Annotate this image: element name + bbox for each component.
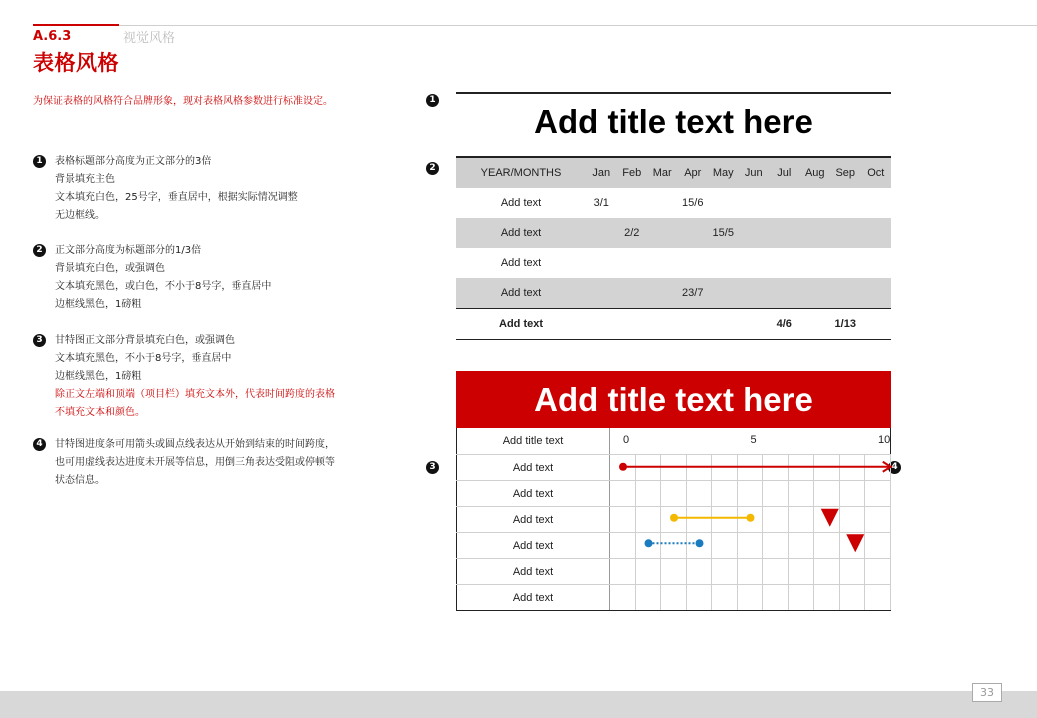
table-cell xyxy=(586,248,617,278)
note-badge: 2 xyxy=(33,244,46,257)
header-cell-month: Mar xyxy=(647,157,678,188)
gantt-cell xyxy=(839,507,865,533)
gantt-cell xyxy=(763,455,789,481)
gantt-cell xyxy=(686,585,712,611)
gantt-cell xyxy=(788,533,814,559)
note-line: 边框线黑色，1磅粗 xyxy=(55,299,142,310)
table-cell xyxy=(739,218,770,248)
note-line: 文本填充黑色，或白色，不小于8号字，垂直居中 xyxy=(55,281,272,292)
table1-top-rule xyxy=(456,92,891,94)
table-cell xyxy=(739,278,770,309)
gantt-cell xyxy=(712,455,738,481)
table-cell xyxy=(647,188,678,218)
table-cell xyxy=(830,218,861,248)
table-cell xyxy=(800,248,831,278)
gantt-cell xyxy=(737,481,763,507)
gantt-cell xyxy=(865,533,891,559)
table-cell: 15/5 xyxy=(708,218,739,248)
table-cell xyxy=(769,278,800,309)
intro-text: 为保证表格的风格符合品牌形象，现对表格风格参数进行标准设定。 xyxy=(33,96,333,107)
header-cell-label: YEAR/MONTHS xyxy=(456,157,586,188)
table-cell xyxy=(769,188,800,218)
header-cell-month: Jan xyxy=(586,157,617,188)
note-2 xyxy=(33,242,373,314)
table-cell xyxy=(800,309,831,340)
gantt-cell xyxy=(814,481,840,507)
gantt-row xyxy=(457,585,891,611)
header-cell-month: Feb xyxy=(617,157,648,188)
table-cell xyxy=(647,248,678,278)
note-line: 文本填充白色，25号字，垂直居中，根据实际情况调整 xyxy=(55,192,298,203)
callout-badge-4: 4 xyxy=(888,461,901,474)
table-cell: 3/1 xyxy=(593,197,609,209)
gantt-cell xyxy=(635,585,661,611)
gantt-cell xyxy=(635,533,661,559)
gantt-cell xyxy=(712,481,738,507)
gantt-row-label: Add text xyxy=(457,585,610,611)
note-badge: 3 xyxy=(33,334,46,347)
gantt-row-label: Add text xyxy=(457,455,610,481)
table-cell xyxy=(708,309,739,340)
gantt-cell xyxy=(737,507,763,533)
gantt-cell xyxy=(865,455,891,481)
table-cell xyxy=(861,309,892,340)
gantt-scale xyxy=(610,428,891,455)
gantt-cell xyxy=(763,507,789,533)
gantt-cell xyxy=(865,559,891,585)
gantt-cell xyxy=(610,585,636,611)
gantt-cell xyxy=(712,533,738,559)
gantt-cell xyxy=(661,533,687,559)
gantt-cell xyxy=(737,559,763,585)
gantt-cell xyxy=(763,559,789,585)
header-cell-month: Aug xyxy=(800,157,831,188)
scale-tick-label: 0 xyxy=(623,434,630,446)
note-line: 正文部分高度为标题部分的1/3倍 xyxy=(55,245,202,256)
top-accent-rule xyxy=(33,24,119,26)
gantt-cell xyxy=(686,455,712,481)
gantt-cell xyxy=(661,455,687,481)
note-line: 背景填充白色，或强调色 xyxy=(55,263,165,274)
gantt-row-label: Add text xyxy=(457,507,610,533)
gantt-cell xyxy=(814,559,840,585)
gantt-row-label: Add text xyxy=(457,481,610,507)
gantt-cell xyxy=(788,481,814,507)
gantt-cell xyxy=(839,481,865,507)
gantt-cell xyxy=(712,507,738,533)
table-cell xyxy=(647,218,678,248)
note-line-highlight: 除正文左端和顶端（项目栏）填充文本外，代表时间跨度的表格 xyxy=(55,389,335,400)
gantt-cell xyxy=(814,533,840,559)
table-cell: 1/13 xyxy=(830,309,861,340)
gantt-cell xyxy=(610,481,636,507)
table-cell xyxy=(830,278,861,309)
row-label: Add text xyxy=(500,197,542,209)
gantt-cell xyxy=(635,455,661,481)
callout-badge-1: 1 xyxy=(426,94,439,107)
table-row xyxy=(456,218,891,248)
gantt-cell xyxy=(814,455,840,481)
header-cell-month: Jun xyxy=(739,157,770,188)
note-badge: 1 xyxy=(33,155,46,168)
table-cell: 15/6 xyxy=(682,197,704,209)
row-label: Add text xyxy=(456,218,586,248)
gantt-cell xyxy=(661,559,687,585)
note-4 xyxy=(33,436,373,490)
schedule-table xyxy=(456,156,891,340)
table-cell xyxy=(708,278,739,309)
gantt-cell xyxy=(865,481,891,507)
header-cell-month: Sep xyxy=(830,157,861,188)
table-cell: 4/6 xyxy=(769,309,800,340)
table-cell xyxy=(800,188,831,218)
row-label: Add text xyxy=(456,278,586,309)
gantt-cell xyxy=(610,559,636,585)
table-cell xyxy=(708,248,739,278)
header-cell-month: Apr xyxy=(678,157,709,188)
table-cell xyxy=(861,188,892,218)
table-cell: 23/7 xyxy=(678,278,709,309)
gantt-table xyxy=(456,428,891,611)
gantt-cell xyxy=(788,559,814,585)
footer-bar xyxy=(0,691,1037,718)
gantt-cell xyxy=(763,585,789,611)
table-cell xyxy=(678,248,709,278)
note-badge: 4 xyxy=(33,438,46,451)
gantt-cell xyxy=(839,559,865,585)
gantt-cell xyxy=(635,507,661,533)
gantt-cell xyxy=(788,455,814,481)
table-cell xyxy=(739,248,770,278)
gantt-cell xyxy=(839,533,865,559)
section-subtitle: 视觉风格 xyxy=(123,31,176,46)
table-cell xyxy=(739,309,770,340)
gantt-cell xyxy=(661,507,687,533)
gantt-header-row xyxy=(457,428,891,455)
gantt-header-label: Add title text xyxy=(457,428,610,455)
note-line: 甘特图正文部分背景填充白色，或强调色 xyxy=(55,335,235,346)
page-number: 33 xyxy=(972,683,1002,702)
top-rule xyxy=(33,25,1037,26)
section-number: A.6.3 xyxy=(33,29,72,44)
table-cell xyxy=(617,309,648,340)
header-cell-month: Jul xyxy=(769,157,800,188)
callout-badge-2: 2 xyxy=(426,162,439,175)
gantt-cell xyxy=(737,455,763,481)
gantt-cell xyxy=(737,585,763,611)
note-line: 状态信息。 xyxy=(55,475,105,486)
table-cell xyxy=(617,278,648,309)
gantt-cell xyxy=(610,533,636,559)
table-cell xyxy=(678,218,709,248)
gantt-row xyxy=(457,533,891,559)
table1-title: Add title text here xyxy=(534,103,813,140)
table-cell xyxy=(586,309,617,340)
gantt-cell xyxy=(686,533,712,559)
gantt-cell xyxy=(737,533,763,559)
note-line: 边框线黑色，1磅粗 xyxy=(55,371,142,382)
note-1 xyxy=(33,153,373,225)
gantt-row xyxy=(457,559,891,585)
gantt-cell xyxy=(686,507,712,533)
gantt-cell xyxy=(839,455,865,481)
note-line: 文本填充黑色，不小于8号字，垂直居中 xyxy=(55,353,232,364)
gantt-row xyxy=(457,481,891,507)
table-cell xyxy=(800,278,831,309)
table-cell xyxy=(830,188,861,218)
gantt-row xyxy=(457,455,891,481)
table-cell xyxy=(586,278,617,309)
table-cell xyxy=(739,188,770,218)
gantt-cell xyxy=(712,559,738,585)
gantt-cell xyxy=(661,585,687,611)
table-cell xyxy=(647,278,678,309)
note-line: 无边框线。 xyxy=(55,210,105,221)
table-row xyxy=(456,248,891,278)
gantt-cell xyxy=(712,585,738,611)
gantt-cell xyxy=(686,559,712,585)
table-cell: 2/2 xyxy=(617,218,648,248)
table-cell xyxy=(861,248,892,278)
table-cell xyxy=(800,218,831,248)
table-header-row xyxy=(456,157,891,188)
gantt-cell xyxy=(763,533,789,559)
gantt-row-label: Add text xyxy=(457,559,610,585)
gantt-cell xyxy=(610,455,636,481)
table-row xyxy=(456,188,891,218)
gantt-cell xyxy=(865,585,891,611)
table-cell xyxy=(617,248,648,278)
gantt-cell xyxy=(865,507,891,533)
table-cell xyxy=(647,309,678,340)
scale-tick-label: 10 xyxy=(878,434,891,446)
header-cell-month: Oct xyxy=(861,157,892,188)
note-line-highlight: 不填充文本和颜色。 xyxy=(55,407,145,418)
table-row xyxy=(456,309,891,340)
gantt-cell xyxy=(686,481,712,507)
gantt-cell xyxy=(763,481,789,507)
gantt-title: Add title text here xyxy=(456,371,891,428)
gantt-cell xyxy=(788,585,814,611)
callout-badge-3: 3 xyxy=(426,461,439,474)
gantt-row xyxy=(457,507,891,533)
gantt-cell xyxy=(814,507,840,533)
table-row xyxy=(456,278,891,309)
table-cell xyxy=(769,218,800,248)
note-line: 也可用虚线表达进度未开展等信息，用倒三角表达受阻或停顿等 xyxy=(55,457,335,468)
row-label: Add text xyxy=(456,309,586,340)
table-cell xyxy=(861,278,892,309)
table-cell xyxy=(708,188,739,218)
header-cell-month: May xyxy=(708,157,739,188)
gantt-cell xyxy=(814,585,840,611)
table-cell xyxy=(830,248,861,278)
scale-tick-label: 5 xyxy=(750,434,757,446)
table-cell xyxy=(769,248,800,278)
note-line: 背景填充主色 xyxy=(55,174,115,185)
note-line: 甘特图进度条可用箭头或圆点线表达从开始到结束的时间跨度， xyxy=(55,439,335,450)
gantt-cell xyxy=(661,481,687,507)
gantt-row-label: Add text xyxy=(457,533,610,559)
gantt-cell xyxy=(635,481,661,507)
gantt-cell xyxy=(635,559,661,585)
row-label: Add text xyxy=(500,257,542,269)
gantt-cell xyxy=(610,507,636,533)
table-cell xyxy=(586,218,617,248)
gantt-cell xyxy=(839,585,865,611)
note-3 xyxy=(33,332,373,422)
table-cell xyxy=(678,309,709,340)
note-line: 表格标题部分高度为正文部分的3倍 xyxy=(55,156,212,167)
table-cell xyxy=(861,218,892,248)
table-cell xyxy=(617,188,648,218)
gantt-cell xyxy=(788,507,814,533)
page-title: 表格风格 xyxy=(33,51,119,75)
